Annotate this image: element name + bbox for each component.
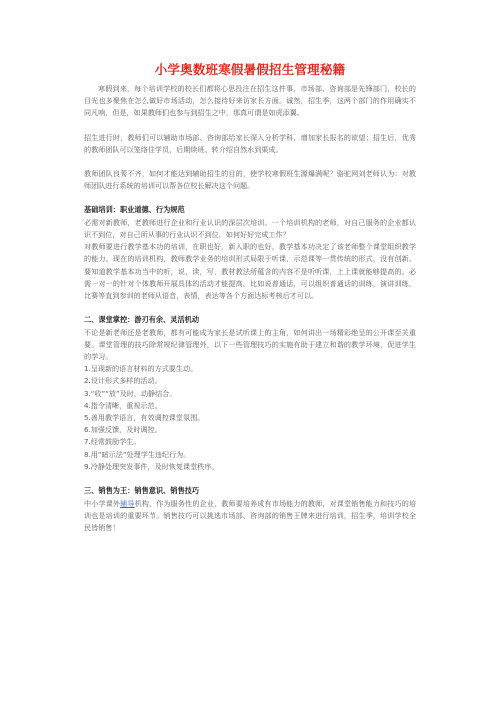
intro-paragraph-3: 教师团队良莠不齐，如何才能达到辅助招生的目的，使学校寒假班生源爆满呢？骆驼网刘老师认为：对教师团队进行系统的培训可以帮各位校长解决这个问题。 (84, 169, 416, 191)
section-2-heading: 二、课堂掌控：游刃有余、灵活机动 (84, 315, 200, 325)
intro-paragraph-2: 招生进行时，教师们可以辅助市场部、咨询部给家长深入分析学科，增加家长报名的欲望；招生后，优秀的教师团队可以笼络住学员，后期续班、转介绍自然水到渠成。 (84, 132, 416, 154)
list-item: 3.“收”“放”及时，动静结合。 (84, 388, 177, 398)
document-title: 小学奥数班寒假暑假招生管理秘籍 (154, 62, 346, 77)
list-item: 9.冷静处理突发事件，及时恢复课堂秩序。 (84, 461, 219, 471)
tutoring-link[interactable]: 辅导 (120, 498, 135, 508)
section-1-paragraph-2: 对教师要进行教学基本功的培训，在职也好，新入职的也好，教学基本功决定了该老师整个课堂组织教学的能力。现在的培训机构，教师教学业务的培训形式局限于听课，示范课等一贯传统的形式，没有创新。要知道教学基本功当中的听，说，读，写，教材教法所蕴含的内容不是听听课，上上课就能够提高的。必需一对一的针对个体教师开展具体的活动才能提高。比如说普通话，可以组织普通话的训练，演讲训练，比赛等直到参训的老师从语音，表情，表达等各个方面达标考核后才可以。 (84, 242, 416, 301)
document-page (84, 62, 416, 534)
section-1-paragraph-1: 必需对新教师，老教师进行企业和行业认识的深层次培训。一个培训机构的老师，对自己服务的企业都认识不到位，对自己所从事的行业认识不到位，如何好好完成工作？ (84, 217, 416, 240)
list-item: 8.用“暗示法”处理学生违纪行为。 (84, 449, 191, 459)
list-item: 6.加强反馈，及时调控。 (84, 425, 162, 435)
tips-list (84, 363, 416, 473)
section-3-heading: 三、销售为王：销售意识、销售技巧 (84, 486, 200, 496)
list-item: 7.经常鼓励学生。 (84, 437, 141, 447)
list-item: 4.指令清晰，重视示范。 (84, 400, 162, 410)
intro-paragraph-1: 寒假到来，每个培训学校的校长们都将心思投注在招生这件事，市场部、咨询部是先锋部门，校长的目光也多聚焦在怎么做好市场活动，怎么接待好来访家长方面。诚然，招生季，这两个部门的作用确实不同凡响，但是，如果教师们也参与到招生之中，那真可谓是如虎添翼。 (84, 84, 416, 118)
section-2-paragraph: 不论是新老师还是老教师，都有可能成为家长是试听课上的主角，如何讲出一场精彩绝呈的公开课至关重要。课堂管理的技巧除常规纪律管理外，以下一些管理技巧的实施有助于建立和谐的教学环境，促进学生的学习。 (84, 327, 416, 362)
section-3-paragraph: 中小学课外辅导机构，作为服务性的企业，教师要培养成有市场能力的教师，对课堂销售能力和技巧的培训也是培训的重要环节。销售技巧可以挑选市场部、咨询部的销售王牌来进行培训，招生季，培训学校全民皆销售！ (84, 498, 417, 532)
list-item: 2.设计形式多样的活动。 (84, 376, 162, 386)
section-1-heading: 基础培训：职业道德、行为规范 (84, 205, 185, 215)
list-item: 5.善用教学语言，有效调控课堂氛围。 (84, 413, 205, 423)
list-item: 1.呈现新的语言材料的方式要生动。 (84, 364, 198, 374)
